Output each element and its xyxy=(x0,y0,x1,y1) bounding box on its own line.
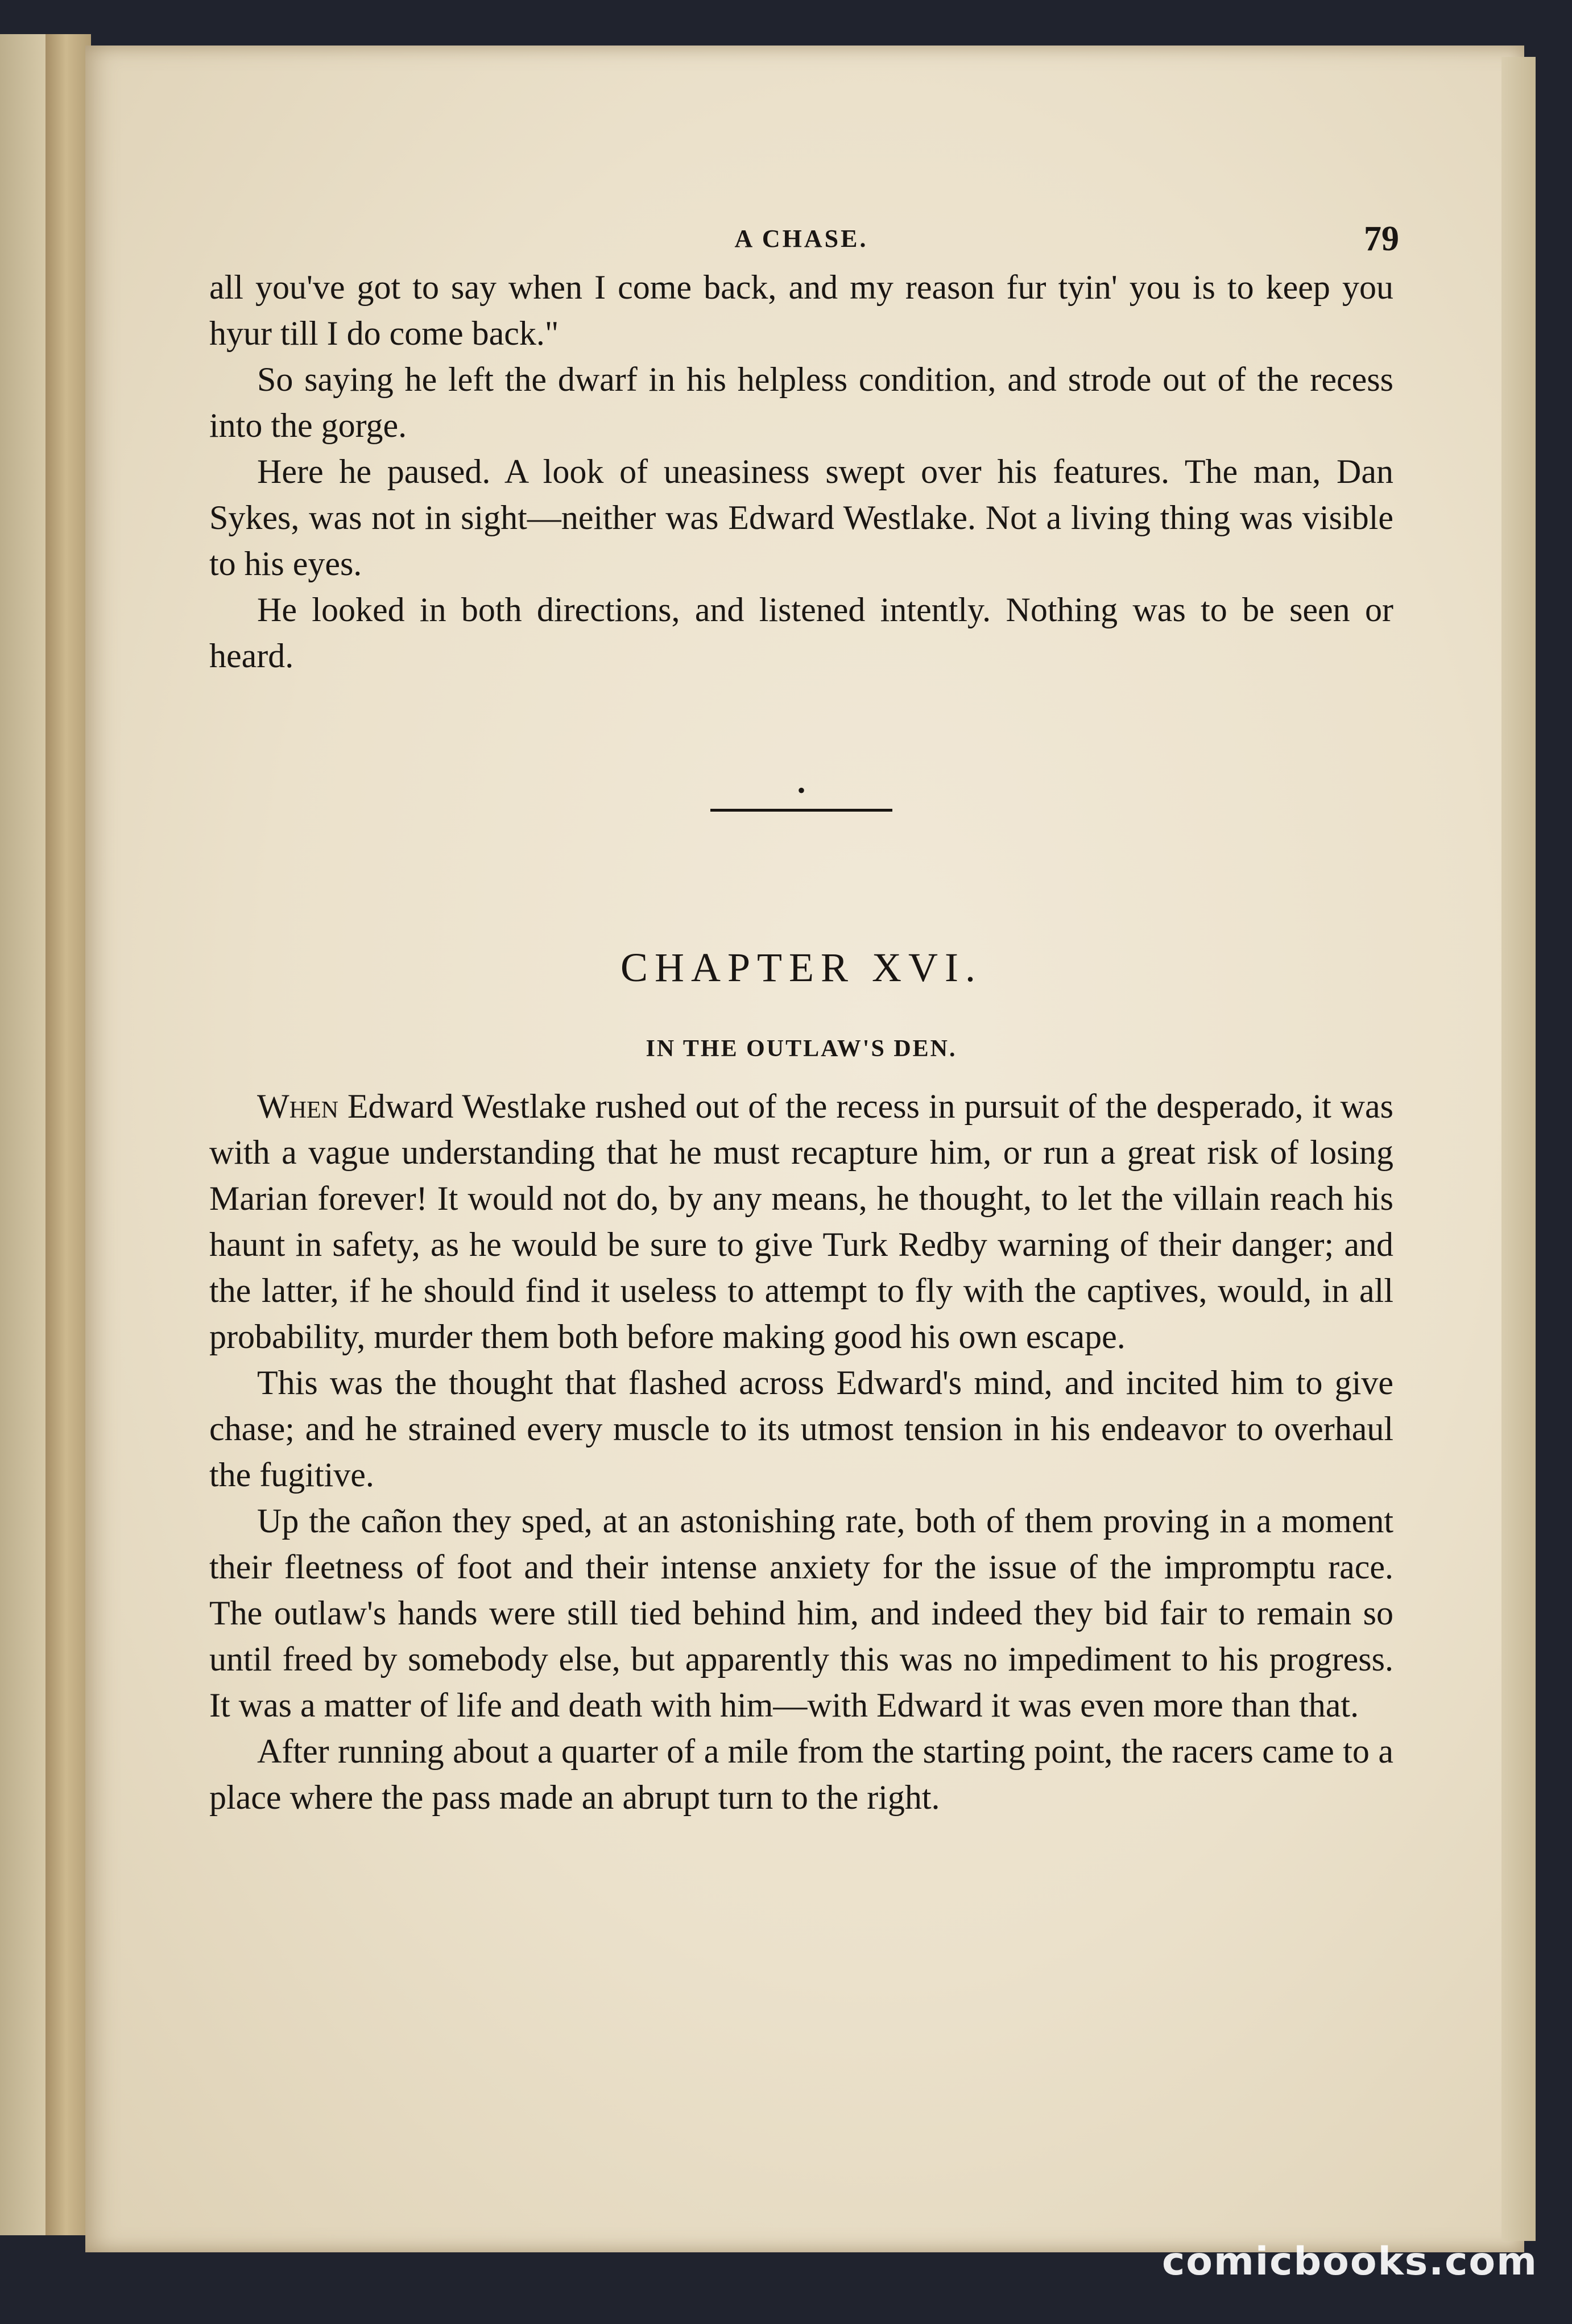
paragraph-text: Edward Westlake rushed out of the recess in pursuit of the desperado, it was with a vague understanding that he must recapture him, or run a great risk of losing Marian forever! It would not do, by any means, he thought, to let the villain reach his haunt in safety, as he would be sure to give Turk Redby warning of their danger; and the latter, if he should find it useless to attempt to fly with the captives, would, in all probability, murder them both before making good his own escape. xyxy=(209,1087,1393,1355)
running-head xyxy=(209,216,1399,262)
paragraph: After running about a quarter of a mile from the starting point, the racers came to a place where the pass made an abrupt turn to the right. xyxy=(209,1732,1393,1816)
book-page xyxy=(85,46,1524,2252)
paragraph: This was the thought that flashed across Edward's mind, and incited him to give chase; and he strained every muscle to its utmost tension in his endeavor to overhaul the fugitive. xyxy=(209,1364,1393,1494)
ornament-dot: • xyxy=(797,778,805,803)
paragraph: Here he paused. A look of uneasiness swept over his features. The man, Dan Sykes, was not in sight—neither was Edward Westlake. Not a living thing was visible to his eyes. xyxy=(209,453,1393,582)
book-spine xyxy=(45,34,91,2235)
chapter-subtitle: IN THE OUTLAW'S DEN. xyxy=(646,1036,957,1062)
paragraph: So saying he left the dwarf in his helpless condition, and strode out of the recess into the gorge. xyxy=(209,361,1393,444)
watermark-logo: comicbooks.com xyxy=(1161,2239,1538,2284)
top-text-block xyxy=(209,264,1393,679)
section-ornament xyxy=(710,779,892,812)
chapter-title: CHAPTER XVI. xyxy=(620,945,982,990)
paragraph: He looked in both directions, and listened intently. Nothing was to be seen or heard. xyxy=(209,591,1393,675)
page-number: 79 xyxy=(1364,220,1399,258)
drop-word: When xyxy=(257,1087,338,1125)
paragraph: all you've got to say when I come back, and my reason fur tyin' you is to keep you hyur till I do come back." xyxy=(209,268,1393,352)
ornament-rule xyxy=(710,809,892,812)
paragraph: Up the cañon they sped, at an astonishing rate, both of them proving in a moment their fleetness of foot and their intense anxiety for the issue of the impromptu race. The outlaw's hands were still tied behind him, and indeed they bid fair to remain so until freed by somebody else, but apparently this was no impediment to his progress. It was a matter of life and death with him—with Edward it was even more than that. xyxy=(209,1502,1393,1724)
chapter-text-block xyxy=(209,1084,1393,1821)
page-fore-edge xyxy=(1501,57,1536,2241)
running-title: A CHASE. xyxy=(734,225,868,253)
paragraph xyxy=(209,1084,1393,1360)
